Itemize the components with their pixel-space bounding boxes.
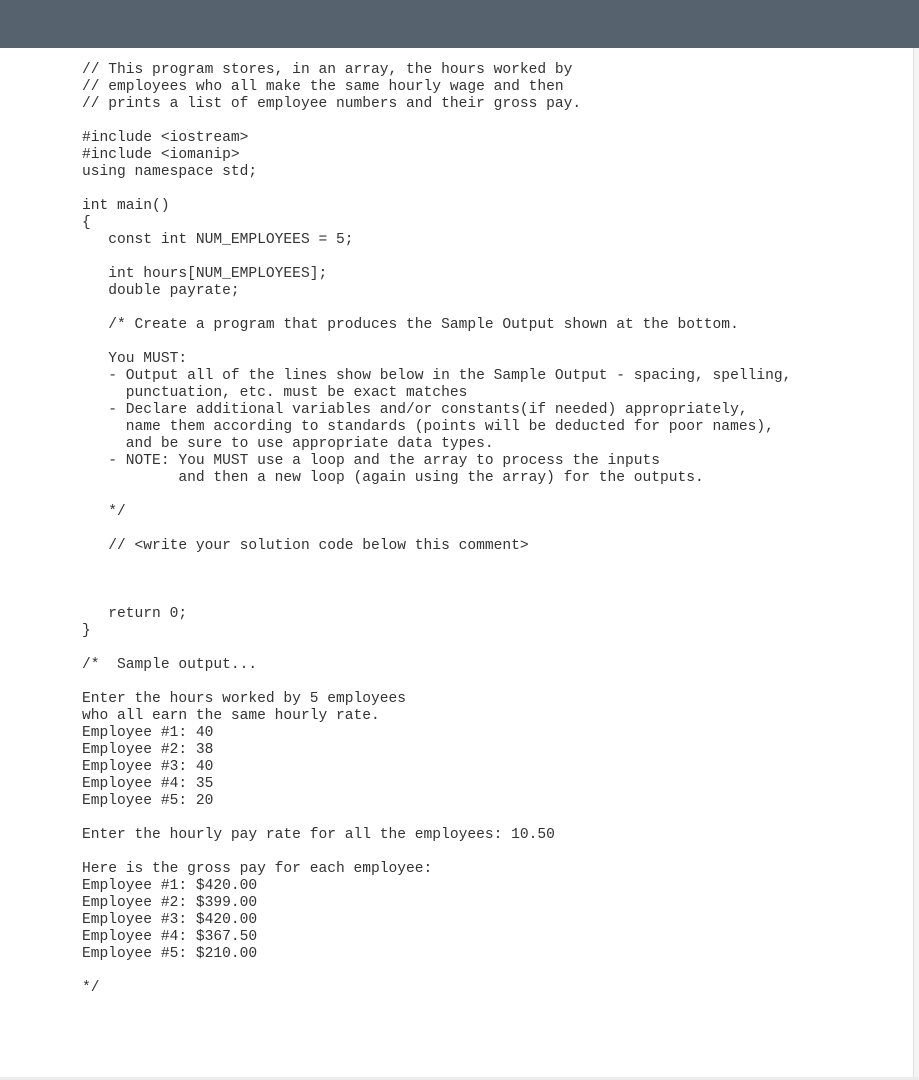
code-line: Employee #2: 38 [82, 742, 214, 758]
code-line [82, 249, 791, 266]
code-line: */ [82, 980, 100, 996]
code-line: Employee #3: $420.00 [82, 912, 258, 928]
code-line [82, 844, 791, 861]
code-line: using namespace std; [82, 164, 258, 180]
code-line: punctuation, etc. must be exact matches [82, 385, 468, 401]
code-line [82, 555, 791, 572]
code-line: Employee #1: 40 [82, 725, 214, 741]
code-line: Employee #4: 35 [82, 776, 214, 792]
code-line: /* Sample output... [82, 657, 258, 673]
code-line: Here is the gross pay for each employee: [82, 861, 433, 877]
code-line: // <write your solution code below this comment> [82, 538, 529, 554]
code-line: Employee #1: $420.00 [82, 878, 258, 894]
code-line [82, 300, 791, 317]
code-line: Enter the hourly pay rate for all the employees: 10.50 [82, 827, 555, 843]
code-line: - Output all of the lines show below in the Sample Output - spacing, spelling, [82, 368, 792, 384]
code-line [82, 181, 791, 198]
code-line: */ [82, 504, 126, 520]
code-line: // This program stores, in an array, the hours worked by [82, 62, 573, 78]
code-line: { [82, 215, 91, 231]
code-line [82, 674, 791, 691]
code-line: name them according to standards (points will be deducted for poor names), [82, 419, 774, 435]
top-toolbar-bar [0, 0, 919, 48]
code-line: /* Create a program that produces the Sample Output shown at the bottom. [82, 317, 739, 333]
code-line: const int NUM_EMPLOYEES = 5; [82, 232, 354, 248]
code-line: // employees who all make the same hourly wage and then [82, 79, 564, 95]
code-line: Employee #5: 20 [82, 793, 214, 809]
code-line: and then a new loop (again using the array) for the outputs. [82, 470, 704, 486]
code-line: #include <iomanip> [82, 147, 240, 163]
code-line: Employee #4: $367.50 [82, 929, 258, 945]
code-line: and be sure to use appropriate data types. [82, 436, 494, 452]
code-line: Enter the hours worked by 5 employees [82, 691, 407, 707]
code-line [82, 589, 791, 606]
code-line: You MUST: [82, 351, 188, 367]
code-line: Employee #2: $399.00 [82, 895, 258, 911]
code-line: return 0; [82, 606, 188, 622]
code-line: // prints a list of employee numbers and their gross pay. [82, 96, 582, 112]
code-line: - NOTE: You MUST use a loop and the array to process the inputs [82, 453, 661, 469]
code-line [82, 963, 791, 980]
code-line: Employee #5: $210.00 [82, 946, 258, 962]
code-line: int hours[NUM_EMPLOYEES]; [82, 266, 328, 282]
code-line [82, 113, 791, 130]
code-line [82, 572, 791, 589]
code-line: Employee #3: 40 [82, 759, 214, 775]
code-line: - Declare additional variables and/or constants(if needed) appropriately, [82, 402, 748, 418]
scrollbar-track[interactable] [914, 48, 919, 1080]
code-line: #include <iostream> [82, 130, 249, 146]
code-line: who all earn the same hourly rate. [82, 708, 380, 724]
code-line: int main() [82, 198, 170, 214]
code-line [82, 487, 791, 504]
source-code-block [82, 62, 791, 997]
code-line [82, 521, 791, 538]
code-line [82, 640, 791, 657]
code-line: } [82, 623, 91, 639]
code-line: double payrate; [82, 283, 240, 299]
code-line [82, 810, 791, 827]
code-line [82, 334, 791, 351]
